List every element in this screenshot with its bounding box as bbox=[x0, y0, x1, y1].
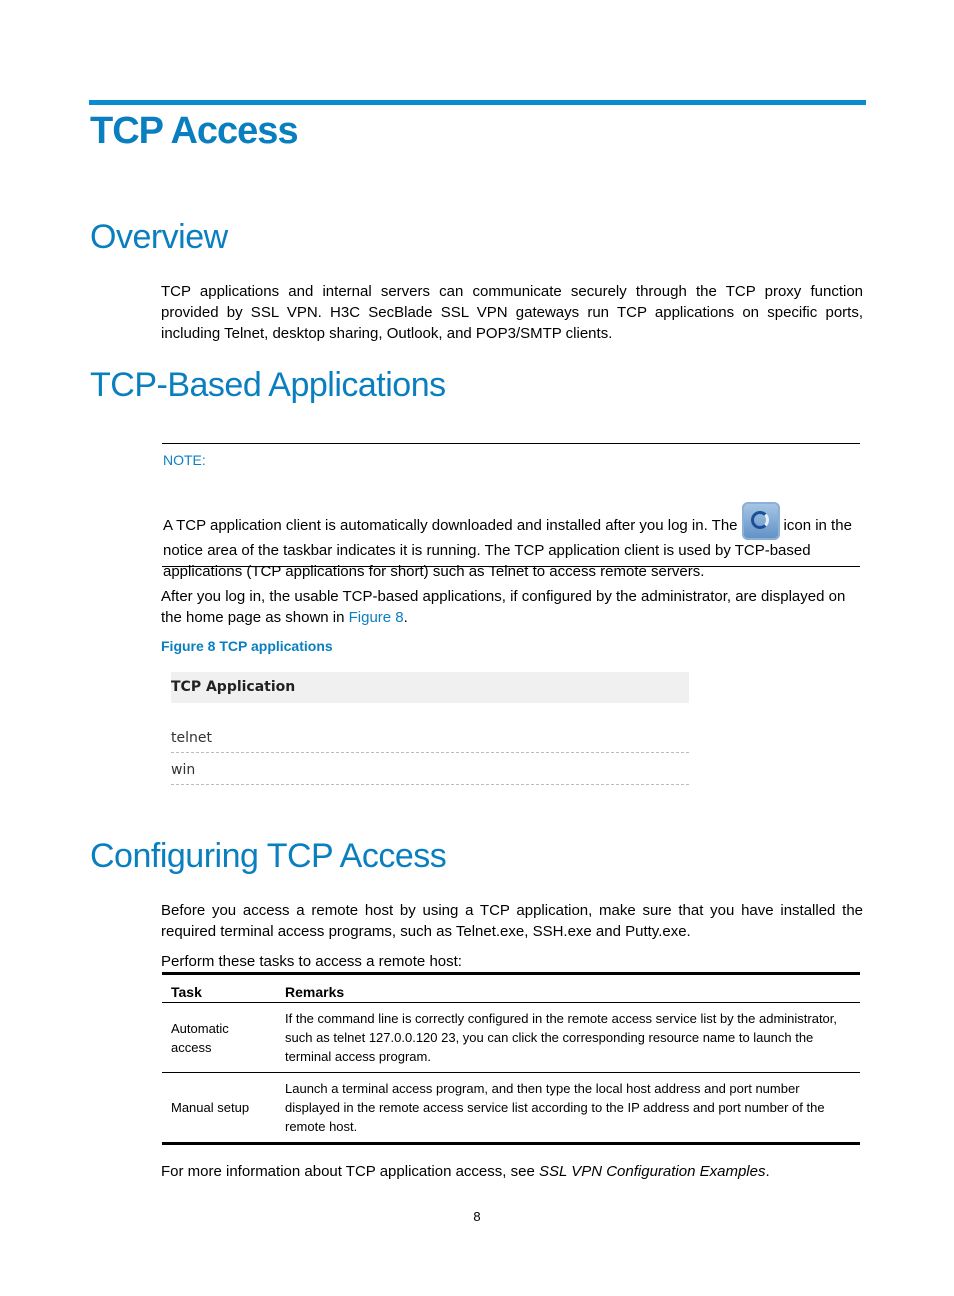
table-cell-remarks: If the command line is correctly configured in the remote access service list by the administrator, such as telnet 127.0.0.120 23, you can click the corresponding resource name to launch the terminal access program. bbox=[276, 1003, 860, 1073]
table-row bbox=[162, 1073, 860, 1143]
tcp-application-header-label: TCP Application bbox=[171, 679, 296, 695]
configuring-heading: Configuring TCP Access bbox=[90, 837, 447, 875]
footer-text bbox=[161, 1161, 863, 1182]
table-row bbox=[162, 1003, 860, 1073]
table-cell-task: Manual setup bbox=[171, 1100, 250, 1115]
footer-reference: SSL VPN Configuration Examples bbox=[538, 1163, 766, 1180]
figure-intro-part-b: . bbox=[403, 609, 408, 626]
tcp-app-row-win[interactable] bbox=[171, 753, 689, 785]
tcp-app-label: win bbox=[171, 762, 196, 778]
figure-caption: Figure 8 TCP applications bbox=[161, 638, 333, 654]
overview-heading: Overview bbox=[90, 218, 228, 256]
table-header-row bbox=[162, 975, 860, 1003]
title-rule bbox=[89, 100, 866, 105]
table-header-task: Task bbox=[162, 975, 276, 1003]
note-text-part-b: icon in the notice area of the taskbar indicates it is running. The TCP application client is used by TCP-based applications (TCP applications for short) such as Telnet to access remote servers. bbox=[163, 517, 852, 580]
tcp-app-row-telnet[interactable] bbox=[171, 721, 689, 753]
table-header-remarks: Remarks bbox=[276, 975, 860, 1003]
page-title: TCP Access bbox=[90, 110, 298, 152]
note-text bbox=[163, 502, 861, 582]
figure-8-link[interactable]: Figure 8 bbox=[348, 609, 404, 626]
footer-part-a: For more information about TCP application access, see bbox=[161, 1163, 539, 1180]
footer-part-b: . bbox=[765, 1163, 770, 1180]
note-text-part-a: A TCP application client is automatically downloaded and installed after you log in. The bbox=[163, 517, 738, 534]
configuring-text: Before you access a remote host by using a TCP application, make sure that you have installed the required terminal access programs, such as Telnet.exe, SSH.exe and Putty.exe. bbox=[161, 902, 863, 940]
tasks-intro-text: Perform these tasks to access a remote host: bbox=[161, 953, 462, 970]
tcp-based-heading: TCP-Based Applications bbox=[90, 366, 446, 404]
figure-intro-part-a: After you log in, the usable TCP-based applications, if configured by the administrator, are displayed on the home page as shown in bbox=[161, 588, 846, 626]
note-label: NOTE: bbox=[163, 452, 206, 468]
figure-intro-text bbox=[161, 586, 863, 628]
overview-text: TCP applications and internal servers can communicate securely through the TCP proxy function provided by SSL VPN. H3C SecBlade SSL VPN gateways run TCP applications on specific ports, including Telnet, desktop sharing, Outlook, and POP3/SMTP clients. bbox=[161, 283, 863, 342]
tcp-client-icon bbox=[742, 502, 780, 540]
page-number: 8 bbox=[473, 1209, 481, 1224]
tasks-table bbox=[162, 972, 860, 1145]
tcp-application-header bbox=[171, 672, 689, 703]
table-cell-remarks: Launch a terminal access program, and then type the local host address and port number displayed in the remote access service list according to the IP address and port number of the remote host. bbox=[285, 1081, 825, 1134]
tcp-app-label: telnet bbox=[171, 730, 212, 746]
table-cell-task: Automatic access bbox=[162, 1003, 276, 1073]
